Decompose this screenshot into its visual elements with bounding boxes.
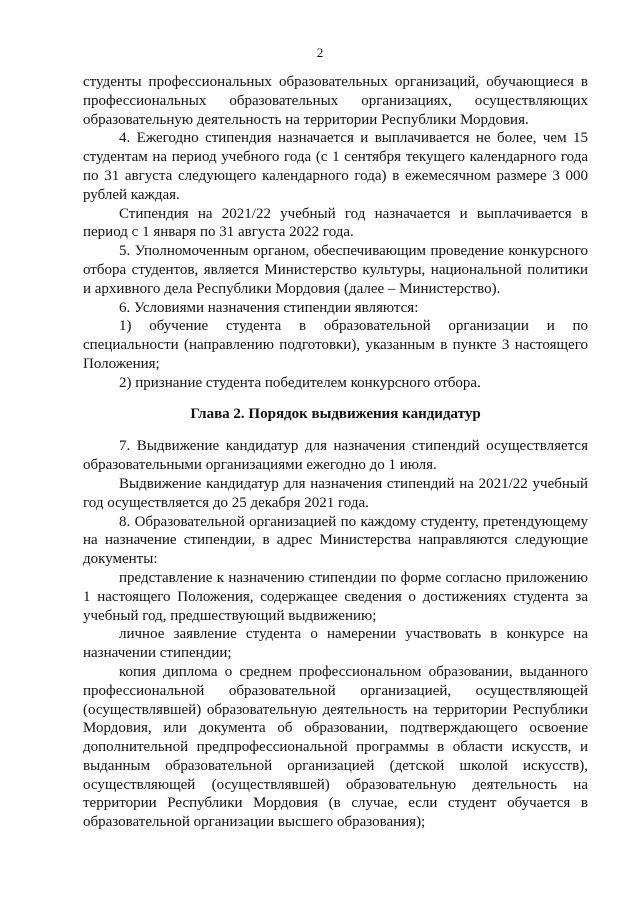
- chapter-heading: Глава 2. Порядок выдвижения кандидатур: [190, 405, 481, 422]
- paragraph-scholarship-period: Стипендия на 2021/22 учебный год назначается и выплачивается в период с 1 января по 31 августа 2022 года.: [83, 205, 588, 241]
- paragraph-submission: представление к назначению стипендии по форме согласно приложению 1 настоящего Положения, содержащее сведения о достижениях студента за учебный год, предшествующий выдвижению;: [83, 569, 588, 624]
- paragraph-item-5: 5. Уполномоченным органом, обеспечивающим проведение конкурсного отбора студентов, является Министерство культуры, национальной политики и архивного дела Республики Мордовия (далее – Министерство).: [83, 243, 588, 297]
- paragraph-condition-2: 2) признание студента победителем конкурсного отбора.: [119, 374, 481, 391]
- paragraph-nomination-deadline: Выдвижение кандидатур для назначения стипендий на 2021/22 учебный год осуществляется до 25 декабря 2021 года.: [83, 475, 588, 511]
- page-number: 2: [316, 45, 324, 60]
- paragraph-condition-1: 1) обучение студента в образовательной организации и по специальности (направлению подготовки), указанным в пункте 3 настоящего Положения;: [83, 318, 588, 372]
- paragraph-item-7: 7. Выдвижение кандидатур для назначения стипендий осуществляется образовательными организациями ежегодно до 1 июля.: [83, 438, 588, 474]
- paragraph-application: личное заявление студента о намерении участвовать в конкурсе на назначении стипендии;: [83, 626, 588, 662]
- paragraph-item-6: 6. Условиями назначения стипендии являются:: [119, 299, 419, 316]
- paragraph-students: студенты профессиональных образовательных организаций, обучающиеся в профессиональных образовательных организациях, осуществляющих образовательную деятельность на территории Республики Мордовия.: [83, 74, 588, 128]
- paragraph-diploma-copy: копия диплома о среднем профессиональном образовании, выданного профессиональной образовательной организацией, осуществляющей (осуществлявшей) образовательную деятельность на территории Республики Мордовия, или документа об образовании, подтверждающего освоение дополнительной предпрофессиональной программы в области искусств, и выданным образовательной организацией (детской школой искусств), осуществляющей (осуществлявшей) образовательную деятельность на территории Республики Мордовия (в случае, если студент обучается в образовательной организации высшего образования);: [83, 663, 588, 831]
- paragraph-item-8: 8. Образовательной организацией по каждому студенту, претендующему на назначение стипендии, в адрес Министерства направляются следующие документы:: [83, 513, 588, 568]
- document-body: [83, 73, 588, 832]
- paragraph-item-4: 4. Ежегодно стипендия назначается и выплачивается не более, чем 15 студентам на период учебного года (с 1 сентября текущего календарного года по 31 августа следующего календарного года) в ежемесячном размере 3 000 рублей каждая.: [83, 130, 588, 203]
